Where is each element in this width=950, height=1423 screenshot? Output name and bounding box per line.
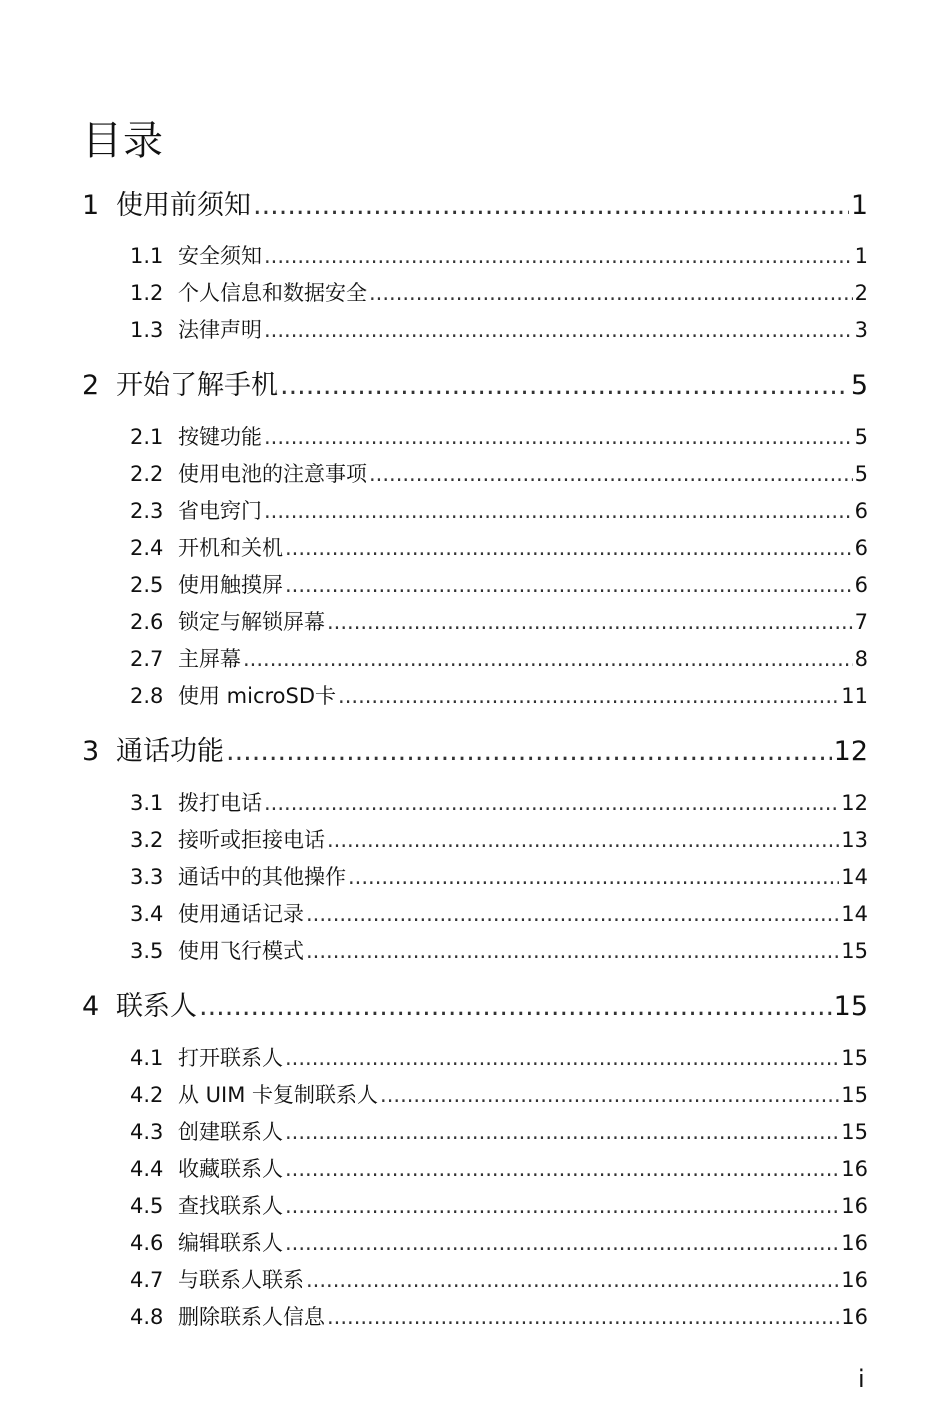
toc-section-2-2[interactable] [130,460,868,488]
section-title: 创建联系人 [178,1120,283,1144]
section-page-number: 6 [854,499,868,523]
dot-leader [306,937,839,965]
section-number: 2.6 [130,610,164,634]
chapter-page-number: 5 [850,370,868,401]
section-number: 2.1 [130,425,164,449]
section-title: 个人信息和数据安全 [178,281,367,305]
section-number: 4.7 [130,1268,164,1292]
dot-leader [264,497,853,525]
section-number: 3.1 [130,791,164,815]
section-page-number: 16 [841,1231,868,1255]
dot-leader [306,1266,839,1294]
section-number: 2.3 [130,499,164,523]
toc-chapter-4[interactable] [82,989,868,1025]
section-page-number: 13 [841,828,868,852]
section-page-number: 16 [841,1305,868,1329]
dot-leader [380,1081,839,1109]
section-title: 查找联系人 [178,1194,283,1218]
chapter-number: 3 [82,736,100,767]
toc-section-3-1[interactable] [130,789,868,817]
dot-leader [285,1192,839,1220]
dot-leader [253,188,849,224]
dot-leader [327,826,839,854]
dot-leader [285,1044,839,1072]
section-page-number: 2 [854,281,868,305]
toc-chapter-1[interactable] [82,188,868,224]
section-page-number: 15 [841,939,868,963]
section-number: 2.2 [130,462,164,486]
dot-leader [327,1303,839,1331]
dot-leader [327,608,853,636]
section-page-number: 5 [854,462,868,486]
dot-leader [243,645,853,673]
section-title: 使用电池的注意事项 [178,462,367,486]
section-page-number: 16 [841,1268,868,1292]
toc-chapter-3[interactable] [82,734,868,770]
toc-section-4-3[interactable] [130,1118,868,1146]
section-title: 开机和关机 [178,536,283,560]
section-page-number: 16 [841,1194,868,1218]
section-page-number: 11 [841,684,868,708]
section-number: 4.6 [130,1231,164,1255]
dot-leader [280,368,849,404]
dot-leader [285,534,853,562]
section-number: 3.3 [130,865,164,889]
chapter-page-number: 15 [833,991,868,1022]
section-number: 1.2 [130,281,164,305]
section-title: 锁定与解锁屏幕 [178,610,325,634]
dot-leader [264,789,839,817]
section-number: 3.4 [130,902,164,926]
dot-leader [348,863,839,891]
toc-section-4-2[interactable] [130,1081,868,1109]
section-page-number: 15 [841,1083,868,1107]
section-title: 按键功能 [178,425,262,449]
toc-section-2-8[interactable] [130,682,868,710]
dot-leader [199,989,832,1025]
chapter-page-number: 12 [833,736,868,767]
chapter-number: 4 [82,991,100,1022]
section-title: 主屏幕 [178,647,241,671]
page-number: i [858,1365,865,1393]
toc-section-4-5[interactable] [130,1192,868,1220]
section-page-number: 5 [854,425,868,449]
section-title: 收藏联系人 [178,1157,283,1181]
section-page-number: 15 [841,1046,868,1070]
section-page-number: 3 [854,318,868,342]
page-title: 目录 [82,117,164,164]
section-number: 4.1 [130,1046,164,1070]
section-page-number: 1 [854,244,868,268]
chapter-title: 开始了解手机 [116,370,278,401]
dot-leader [369,460,853,488]
section-title: 省电窍门 [178,499,262,523]
chapter-title: 通话功能 [116,736,224,767]
section-title: 法律声明 [178,318,262,342]
section-page-number: 6 [854,573,868,597]
toc-section-2-4[interactable] [130,534,868,562]
toc-section-1-3[interactable] [130,316,868,344]
section-title: 打开联系人 [178,1046,283,1070]
toc-section-3-2[interactable] [130,826,868,854]
dot-leader [285,1155,839,1183]
toc-section-3-5[interactable] [130,937,868,965]
section-number: 2.7 [130,647,164,671]
toc-section-4-1[interactable] [130,1044,868,1072]
section-page-number: 15 [841,1120,868,1144]
section-page-number: 7 [854,610,868,634]
chapter-page-number: 1 [850,190,868,221]
section-number: 4.8 [130,1305,164,1329]
section-title: 与联系人联系 [178,1268,304,1292]
section-title: 从 UIM 卡复制联系人 [178,1083,379,1107]
section-page-number: 14 [841,865,868,889]
section-title: 安全须知 [178,244,262,268]
dot-leader [369,279,853,307]
toc-section-2-6[interactable] [130,608,868,636]
section-title: 拨打电话 [178,791,262,815]
section-number: 4.5 [130,1194,164,1218]
section-title: 删除联系人信息 [178,1305,325,1329]
section-page-number: 8 [854,647,868,671]
toc-section-2-7[interactable] [130,645,868,673]
section-title: 使用通话记录 [178,902,304,926]
section-title: 使用 microSD卡 [178,684,337,708]
section-number: 2.8 [130,684,164,708]
section-page-number: 14 [841,902,868,926]
section-title: 接听或拒接电话 [178,828,325,852]
dot-leader [285,1229,839,1257]
toc-section-4-7[interactable] [130,1266,868,1294]
chapter-title: 使用前须知 [116,190,251,221]
section-number: 4.3 [130,1120,164,1144]
dot-leader [306,900,839,928]
dot-leader [285,571,853,599]
dot-leader [285,1118,839,1146]
section-number: 4.2 [130,1083,164,1107]
chapter-title: 联系人 [116,991,197,1022]
dot-leader [264,316,853,344]
dot-leader [264,242,853,270]
section-number: 1.1 [130,244,164,268]
section-page-number: 16 [841,1157,868,1181]
section-number: 1.3 [130,318,164,342]
chapter-number: 1 [82,190,100,221]
section-number: 2.5 [130,573,164,597]
section-number: 3.5 [130,939,164,963]
section-title: 通话中的其他操作 [178,865,346,889]
toc-section-4-4[interactable] [130,1155,868,1183]
section-page-number: 6 [854,536,868,560]
dot-leader [338,682,839,710]
toc-section-1-1[interactable] [130,242,868,270]
section-number: 2.4 [130,536,164,560]
toc-section-1-2[interactable] [130,279,868,307]
toc-chapter-2[interactable] [82,368,868,404]
section-number: 3.2 [130,828,164,852]
dot-leader [264,423,853,451]
section-number: 4.4 [130,1157,164,1181]
section-page-number: 12 [841,791,868,815]
chapter-number: 2 [82,370,100,401]
toc-section-3-4[interactable] [130,900,868,928]
toc-section-2-5[interactable] [130,571,868,599]
toc-section-2-1[interactable] [130,423,868,451]
toc-section-2-3[interactable] [130,497,868,525]
toc-section-3-3[interactable] [130,863,868,891]
section-title: 使用飞行模式 [178,939,304,963]
dot-leader [226,734,832,770]
toc-section-4-6[interactable] [130,1229,868,1257]
section-title: 编辑联系人 [178,1231,283,1255]
section-title: 使用触摸屏 [178,573,283,597]
toc-section-4-8[interactable] [130,1303,868,1331]
